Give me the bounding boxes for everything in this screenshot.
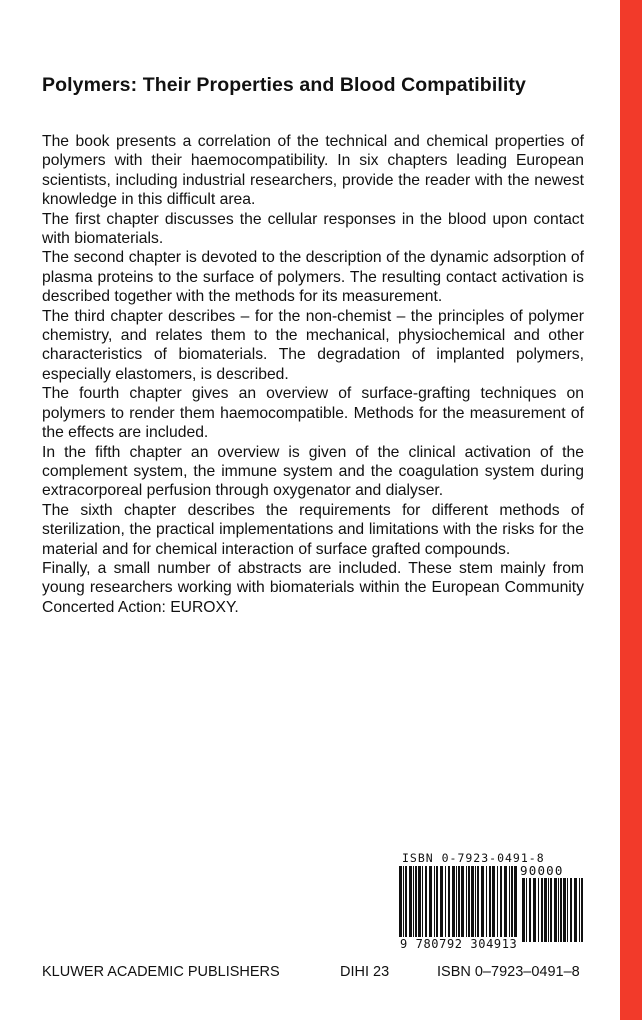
barcode-bar: [458, 866, 460, 946]
barcode-bar: [471, 866, 474, 946]
book-title: Polymers: Their Properties and Blood Compatibility: [42, 74, 526, 96]
addon-barcode: [521, 878, 585, 942]
barcode-bar: [475, 866, 476, 946]
barcode-bar: [403, 866, 404, 946]
barcode-bar: [581, 878, 583, 942]
barcode-bar: [579, 878, 580, 942]
red-spine-strip: [620, 0, 642, 1020]
barcode-bar: [514, 866, 517, 946]
barcode-ean-digits: 9 780792 304913: [400, 937, 518, 951]
barcode-bar: [409, 866, 412, 946]
barcode-bar: [533, 878, 536, 942]
barcode-bar: [413, 866, 414, 946]
barcode-bar: [468, 866, 470, 946]
barcode-bar: [415, 866, 417, 946]
barcode-bar: [436, 866, 438, 946]
barcode-bar: [522, 878, 525, 942]
barcode-bar: [548, 878, 549, 942]
paragraph-chapter-1: The first chapter discusses the cellular responses in the blood upon contact with biomaterials.: [42, 210, 584, 248]
barcode-bar: [422, 866, 423, 946]
barcode-bar: [560, 878, 562, 942]
barcode-bar: [541, 878, 543, 942]
barcode-bar: [429, 866, 432, 946]
paragraph-chapter-6: The sixth chapter describes the requirements for different methods of sterilization, the practical implementations and limitations with the risks for the material and for chemical interaction of surface grafted compounds.: [42, 501, 584, 558]
barcode-bar: [448, 866, 450, 946]
barcode-bar: [452, 866, 455, 946]
barcode-bar: [538, 878, 539, 942]
barcode-bar: [481, 866, 484, 946]
description: [42, 132, 584, 617]
paragraph-chapter-3: The third chapter describes – for the non-chemist – the principles of polymer chemistry, and relates them to the mechanical, physiochemical and other characteristics of biomaterials. The degradation of implanted polymers, especially elastomers, is described.: [42, 307, 584, 383]
barcode-bar: [511, 866, 513, 946]
paragraph-chapter-5: In the fifth chapter an overview is given of the clinical activation of the complement system, the immune system and the coagulation system during extracorporeal perfusion through oxygenator and dialyser.: [42, 443, 584, 500]
barcode-bar: [563, 878, 566, 942]
paragraph-chapter-4: The fourth chapter gives an overview of surface-grafting techniques on polymers to render them haemocompatible. Methods for the measurement of the effects are included.: [42, 385, 584, 442]
barcode-bar: [567, 878, 568, 942]
barcode-bar: [509, 866, 510, 946]
barcode-bar: [434, 866, 435, 946]
barcode-bar: [440, 866, 443, 946]
barcode-bar: [456, 866, 457, 946]
barcode-bar: [399, 866, 402, 946]
barcode-bar: [489, 866, 491, 946]
catalog-code: DIHI 23: [340, 964, 390, 980]
footer-isbn: ISBN 0–7923–0491–8: [437, 964, 580, 980]
barcode-bar: [504, 866, 507, 946]
barcode-bar: [529, 878, 531, 942]
barcode-bar: [425, 866, 427, 946]
barcode-bar: [486, 866, 487, 946]
barcode-bar: [497, 866, 498, 946]
barcode-bar: [405, 866, 407, 946]
barcode-addon-number: 90000: [520, 863, 564, 878]
barcode-bar: [570, 878, 572, 942]
barcode-bar: [550, 878, 552, 942]
publisher-name: KLUWER ACADEMIC PUBLISHERS: [42, 964, 280, 980]
paragraph-intro: The book presents a correlation of the technical and chemical properties of polymers with their haemocompatibility. In six chapters leading European scientists, including industrial researchers, provide the reader with the newest knowledge in this difficult area.: [42, 133, 584, 209]
barcode-bar: [554, 878, 557, 942]
paragraph-abstracts: Finally, a small number of abstracts are included. These stem mainly from young researchers working with biomaterials within the European Community Concerted Action: EUROXY.: [42, 559, 584, 616]
barcode-bar: [466, 866, 467, 946]
barcode-bar: [461, 866, 464, 946]
barcode-bar: [574, 878, 577, 942]
barcode-bar: [526, 878, 527, 942]
barcode-bar: [445, 866, 446, 946]
barcode-bar: [418, 866, 421, 946]
ean-barcode: [398, 866, 518, 946]
barcode-bar: [500, 866, 502, 946]
paragraph-chapter-2: The second chapter is devoted to the description of the dynamic adsorption of plasma proteins to the surface of polymers. The resulting contact activation is described together with the methods for its measurement.: [42, 249, 584, 306]
barcode-bar: [477, 866, 479, 946]
barcode-bar: [492, 866, 495, 946]
barcode-isbn-label: ISBN 0-7923-0491-8: [402, 851, 545, 865]
barcode-bar: [544, 878, 547, 942]
barcode-bar: [558, 878, 559, 942]
